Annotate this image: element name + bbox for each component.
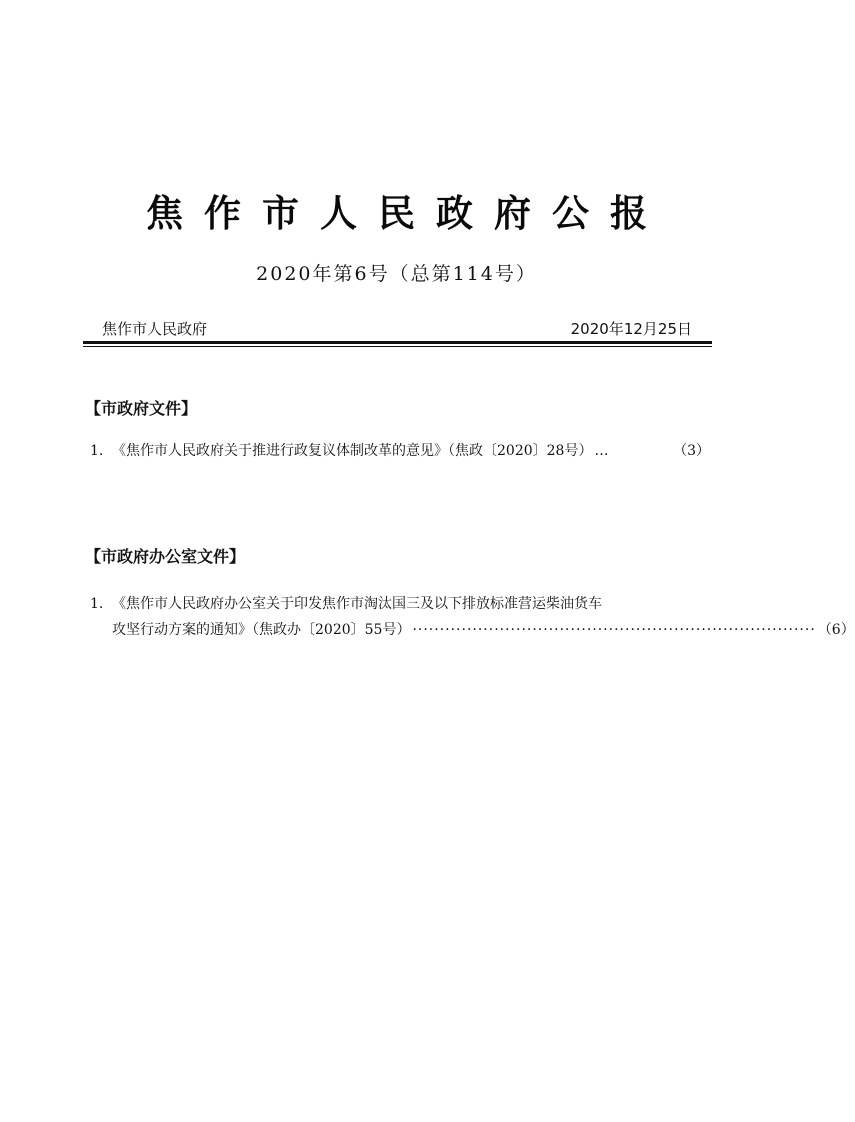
publication-date: 2020年12月25日 [570, 320, 692, 338]
gazette-title: 焦作市人民政府公报 [146, 192, 668, 235]
masthead-rule-thin [83, 346, 712, 347]
dot-leader: … [594, 443, 610, 459]
masthead [102, 318, 692, 340]
entry-title: 《焦作市人民政府关于推进行政复议体制改革的意见》（焦政〔2020〕28号） [112, 443, 593, 459]
publisher-name: 焦作市人民政府 [102, 320, 208, 338]
entry-title-line2: 攻坚行动方案的通知》（焦政办〔2020〕55号） [112, 622, 411, 638]
section-heading-government-office: 【市政府办公室文件】 [85, 547, 246, 566]
issue-number: 2020年第6号（总第114号） [256, 263, 537, 285]
entry-number: 1. [90, 443, 104, 459]
masthead-rule-thick [83, 341, 712, 344]
entry-page-number: （3） [673, 443, 710, 459]
dot-leader: ·········································································· [412, 622, 816, 638]
toc-entry[interactable] [90, 438, 710, 464]
entry-title-line1: 《焦作市人民政府办公室关于印发焦作市淘汰国三及以下排放标准营运柴油货车 [112, 596, 602, 612]
toc-entry[interactable] [90, 591, 855, 643]
section-heading-municipal-government: 【市政府文件】 [85, 399, 198, 418]
entry-number: 1. [90, 596, 104, 612]
entry-page-number: （6） [817, 622, 855, 638]
